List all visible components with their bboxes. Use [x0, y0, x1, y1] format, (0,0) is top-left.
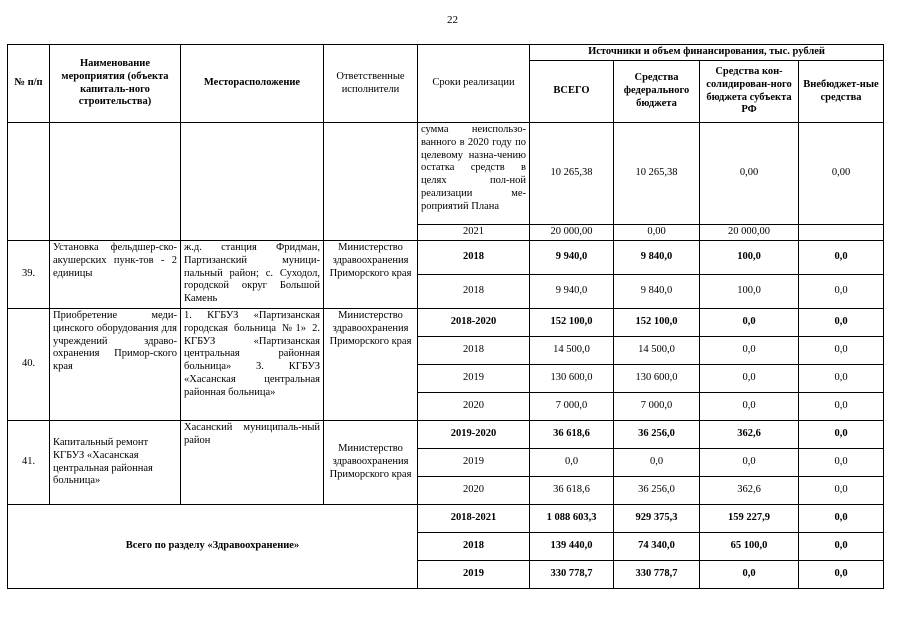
cell-period: 2018-2021	[418, 505, 530, 533]
cell-total: 0,0	[530, 449, 614, 477]
cell-extra: 0,00	[799, 123, 884, 225]
header-regional: Средства кон-солидирован-ного бюджета субъекта РФ	[700, 61, 799, 123]
cell-federal: 36 256,0	[614, 477, 700, 505]
cell-period: 2018	[418, 241, 530, 275]
cell-federal: 10 265,38	[614, 123, 700, 225]
cell-extra: 0,0	[799, 505, 884, 533]
cell-extra: 0,0	[799, 477, 884, 505]
cell-extra: 0,0	[799, 533, 884, 561]
cell-extra: 0,0	[799, 421, 884, 449]
cell-federal: 14 500,0	[614, 337, 700, 365]
cell-federal: 130 600,0	[614, 365, 700, 393]
header-executor: Ответственные исполнители	[324, 45, 418, 123]
cell-period: 2019-2020	[418, 421, 530, 449]
cell-period: 2019	[418, 365, 530, 393]
cell-extra: 0,0	[799, 365, 884, 393]
header-funding-group: Источники и объем финансирования, тыс. рублей	[530, 45, 884, 61]
cell-regional: 0,0	[700, 365, 799, 393]
cell-regional: 0,0	[700, 561, 799, 589]
cell-regional: 159 227,9	[700, 505, 799, 533]
item-executor: Министерство здравоохранения Приморского края	[324, 241, 418, 309]
item-executor: Министерство здравоохранения Приморского края	[324, 309, 418, 421]
cell-period: 2018	[418, 275, 530, 309]
page-number: 22	[447, 14, 458, 26]
cell-period: 2021	[418, 225, 530, 241]
cell-total: 1 088 603,3	[530, 505, 614, 533]
item-name: Приобретение меди-цинского оборудования для учреждений здраво-охранения Примор-ского края	[50, 309, 181, 421]
header-num: № п/п	[8, 45, 50, 123]
cell-federal: 929 375,3	[614, 505, 700, 533]
cell-federal: 0,00	[614, 225, 700, 241]
item-name: Капитальный ремонт КГБУЗ «Хасанская центральная районная больница»	[50, 421, 181, 505]
item-number: 40.	[8, 309, 50, 421]
cell-extra: 0,0	[799, 309, 884, 337]
item-location: ж.д. станция Фридман, Партизанский муници-пальный район; с. Суходол, городской округ Большой Камень	[181, 241, 324, 309]
carry-over-period: сумма неиспользо-ванного в 2020 году по целевому назна-чению остатка средств в целях пол-ной реализации ме-роприятий Плана	[418, 123, 530, 225]
cell-regional: 362,6	[700, 477, 799, 505]
cell-total: 130 600,0	[530, 365, 614, 393]
cell-extra: 0,0	[799, 561, 884, 589]
cell-period: 2018	[418, 533, 530, 561]
item-name: Установка фельдшер-ско-акушерских пунк-тов - 2 единицы	[50, 241, 181, 309]
header-federal: Средства федерального бюджета	[614, 61, 700, 123]
summary-label: Всего по разделу «Здравоохранение»	[8, 505, 418, 589]
item-number: 39.	[8, 241, 50, 309]
cell-regional: 0,0	[700, 337, 799, 365]
cell-regional: 0,00	[700, 123, 799, 225]
cell-period: 2018	[418, 337, 530, 365]
header-location: Месторасположение	[181, 45, 324, 123]
cell-total: 9 940,0	[530, 275, 614, 309]
cell-federal: 7 000,0	[614, 393, 700, 421]
cell-period: 2018-2020	[418, 309, 530, 337]
cell-regional: 0,0	[700, 393, 799, 421]
table-row	[8, 123, 884, 225]
cell-regional: 0,0	[700, 309, 799, 337]
cell-total: 10 265,38	[530, 123, 614, 225]
cell-extra: 0,0	[799, 393, 884, 421]
item-location: Хасанский муниципаль-ный район	[181, 421, 324, 505]
cell-regional: 20 000,00	[700, 225, 799, 241]
cell-regional: 100,0	[700, 275, 799, 309]
cell-extra	[799, 225, 884, 241]
cell-period: 2020	[418, 477, 530, 505]
cell-period: 2020	[418, 393, 530, 421]
cell-total: 152 100,0	[530, 309, 614, 337]
cell-regional: 0,0	[700, 449, 799, 477]
cell-total: 20 000,00	[530, 225, 614, 241]
cell-period: 2019	[418, 561, 530, 589]
cell-total: 330 778,7	[530, 561, 614, 589]
cell-period: 2019	[418, 449, 530, 477]
cell-total: 14 500,0	[530, 337, 614, 365]
cell-total: 7 000,0	[530, 393, 614, 421]
table-row	[8, 421, 884, 449]
cell-extra: 0,0	[799, 449, 884, 477]
cell-federal: 9 840,0	[614, 241, 700, 275]
header-total: ВСЕГО	[530, 61, 614, 123]
cell-federal: 74 340,0	[614, 533, 700, 561]
item-number: 41.	[8, 421, 50, 505]
cell-federal: 152 100,0	[614, 309, 700, 337]
cell-regional: 362,6	[700, 421, 799, 449]
header-terms: Сроки реализации	[418, 45, 530, 123]
item-location: 1. КГБУЗ «Партизанская городская больница №1» 2. КГБУЗ «Партизанская центральная районная больница» 3. КГБУЗ «Хасанская центральная районная больница»	[181, 309, 324, 421]
cell-extra: 0,0	[799, 337, 884, 365]
item-executor: Министерство здравоохранения Приморского края	[324, 421, 418, 505]
header-name: Наименование мероприятия (объекта капиталь-ного строительства)	[50, 45, 181, 123]
cell-federal: 0,0	[614, 449, 700, 477]
cell-regional: 65 100,0	[700, 533, 799, 561]
financing-table	[7, 44, 884, 589]
cell-federal: 9 840,0	[614, 275, 700, 309]
cell-total: 9 940,0	[530, 241, 614, 275]
cell-extra: 0,0	[799, 275, 884, 309]
cell-federal: 36 256,0	[614, 421, 700, 449]
cell-regional: 100,0	[700, 241, 799, 275]
table-row	[8, 505, 884, 533]
cell-total: 36 618,6	[530, 421, 614, 449]
table-row	[8, 241, 884, 275]
table-row	[8, 309, 884, 337]
cell-total: 139 440,0	[530, 533, 614, 561]
cell-total: 36 618,6	[530, 477, 614, 505]
cell-federal: 330 778,7	[614, 561, 700, 589]
cell-extra: 0,0	[799, 241, 884, 275]
header-extra: Внебюджет-ные средства	[799, 61, 884, 123]
